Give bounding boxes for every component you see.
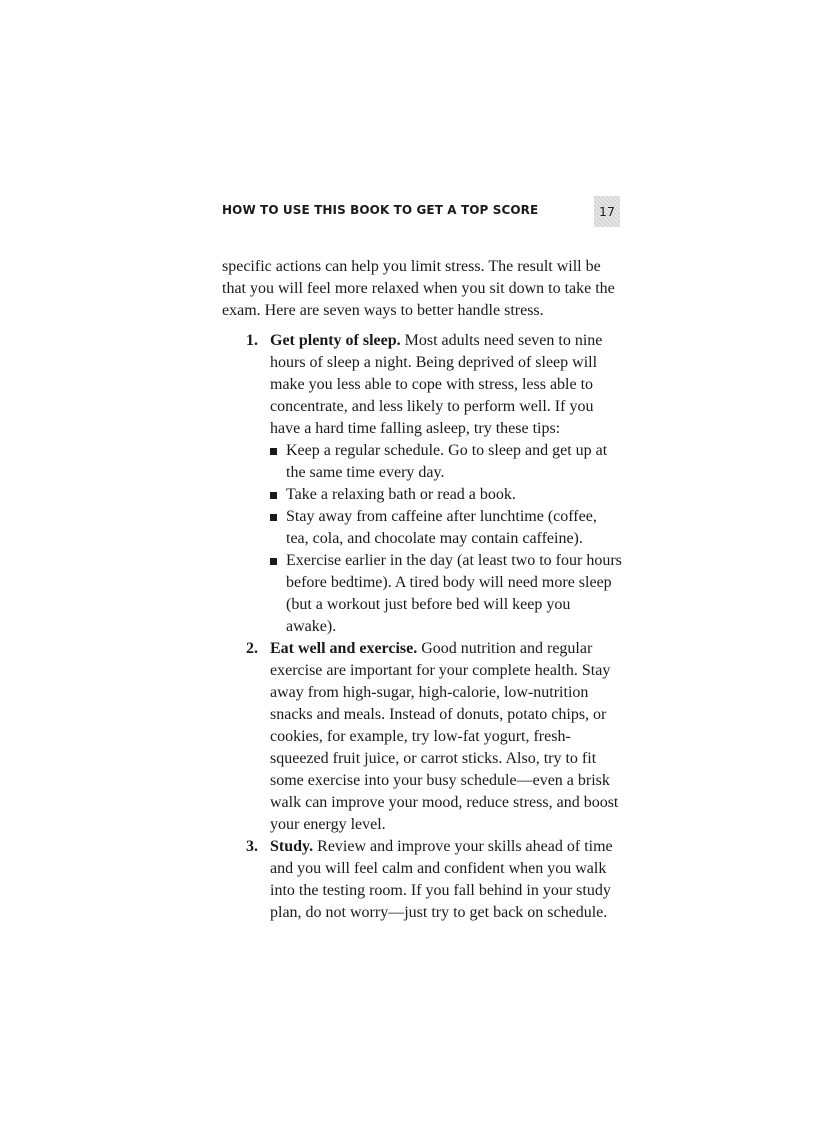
bullet-text: Keep a regular schedule. Go to sleep and get up at the same time every day. bbox=[286, 442, 608, 481]
square-bullet-icon bbox=[270, 448, 277, 455]
square-bullet-icon bbox=[270, 514, 277, 521]
square-bullet-icon bbox=[270, 492, 277, 499]
running-head-title: HOW TO USE THIS BOOK TO GET A TOP SCORE bbox=[222, 203, 539, 217]
tip-number: 1. bbox=[246, 332, 258, 349]
list-item bbox=[270, 484, 622, 506]
bullet-text: Exercise earlier in the day (at least two to four hours before bedtime). A tired body will need more sleep (but a workout just before bed will keep you awake). bbox=[286, 552, 622, 635]
intro-paragraph: specific actions can help you limit stress. The result will be that you will feel more relaxed when you sit down to take the exam. Here are seven ways to better handle stress. bbox=[222, 258, 615, 319]
stress-tips-list bbox=[222, 330, 622, 924]
tip-heading: Study. bbox=[270, 838, 314, 855]
bullet-text: Stay away from caffeine after lunchtime (coffee, tea, cola, and chocolate may contain caffeine). bbox=[286, 508, 597, 547]
running-header bbox=[222, 196, 620, 228]
tip-heading: Get plenty of sleep. bbox=[270, 332, 401, 349]
list-item bbox=[270, 550, 622, 638]
tip-number: 3. bbox=[246, 838, 258, 855]
sleep-tips-sublist bbox=[270, 440, 622, 638]
tip-text: Most adults need seven to nine hours of sleep a night. Being deprived of sleep will make you less able to cope with stress, less able to concentrate, and less likely to perform well. If you have a hard time falling asleep, try these tips: bbox=[270, 332, 603, 437]
tip-heading: Eat well and exercise. bbox=[270, 640, 418, 657]
page-body bbox=[222, 256, 622, 924]
bullet-text: Take a relaxing bath or read a book. bbox=[286, 486, 516, 503]
list-item bbox=[270, 440, 622, 484]
tip-item-sleep bbox=[222, 330, 622, 638]
tip-text: Good nutrition and regular exercise are important for your complete health. Stay away from high-sugar, high-calorie, low-nutrition snacks and meals. Instead of donuts, potato chips, or cookies, for example, try low-fat yogurt, fresh-squeezed fruit juice, or carrot sticks. Also, try to fit some exercise into your busy schedule—even a brisk walk can improve your mood, reduce stress, and boost your energy level. bbox=[270, 640, 619, 833]
tip-item-eat-well bbox=[222, 638, 622, 836]
tip-text: Review and improve your skills ahead of time and you will feel calm and confident when you walk into the testing room. If you fall behind in your study plan, do not worry—just try to get back on schedule. bbox=[270, 838, 613, 921]
tip-number: 2. bbox=[246, 640, 258, 657]
square-bullet-icon bbox=[270, 558, 277, 565]
page-number: 17 bbox=[594, 196, 620, 227]
tip-item-study bbox=[222, 836, 622, 924]
list-item bbox=[270, 506, 622, 550]
